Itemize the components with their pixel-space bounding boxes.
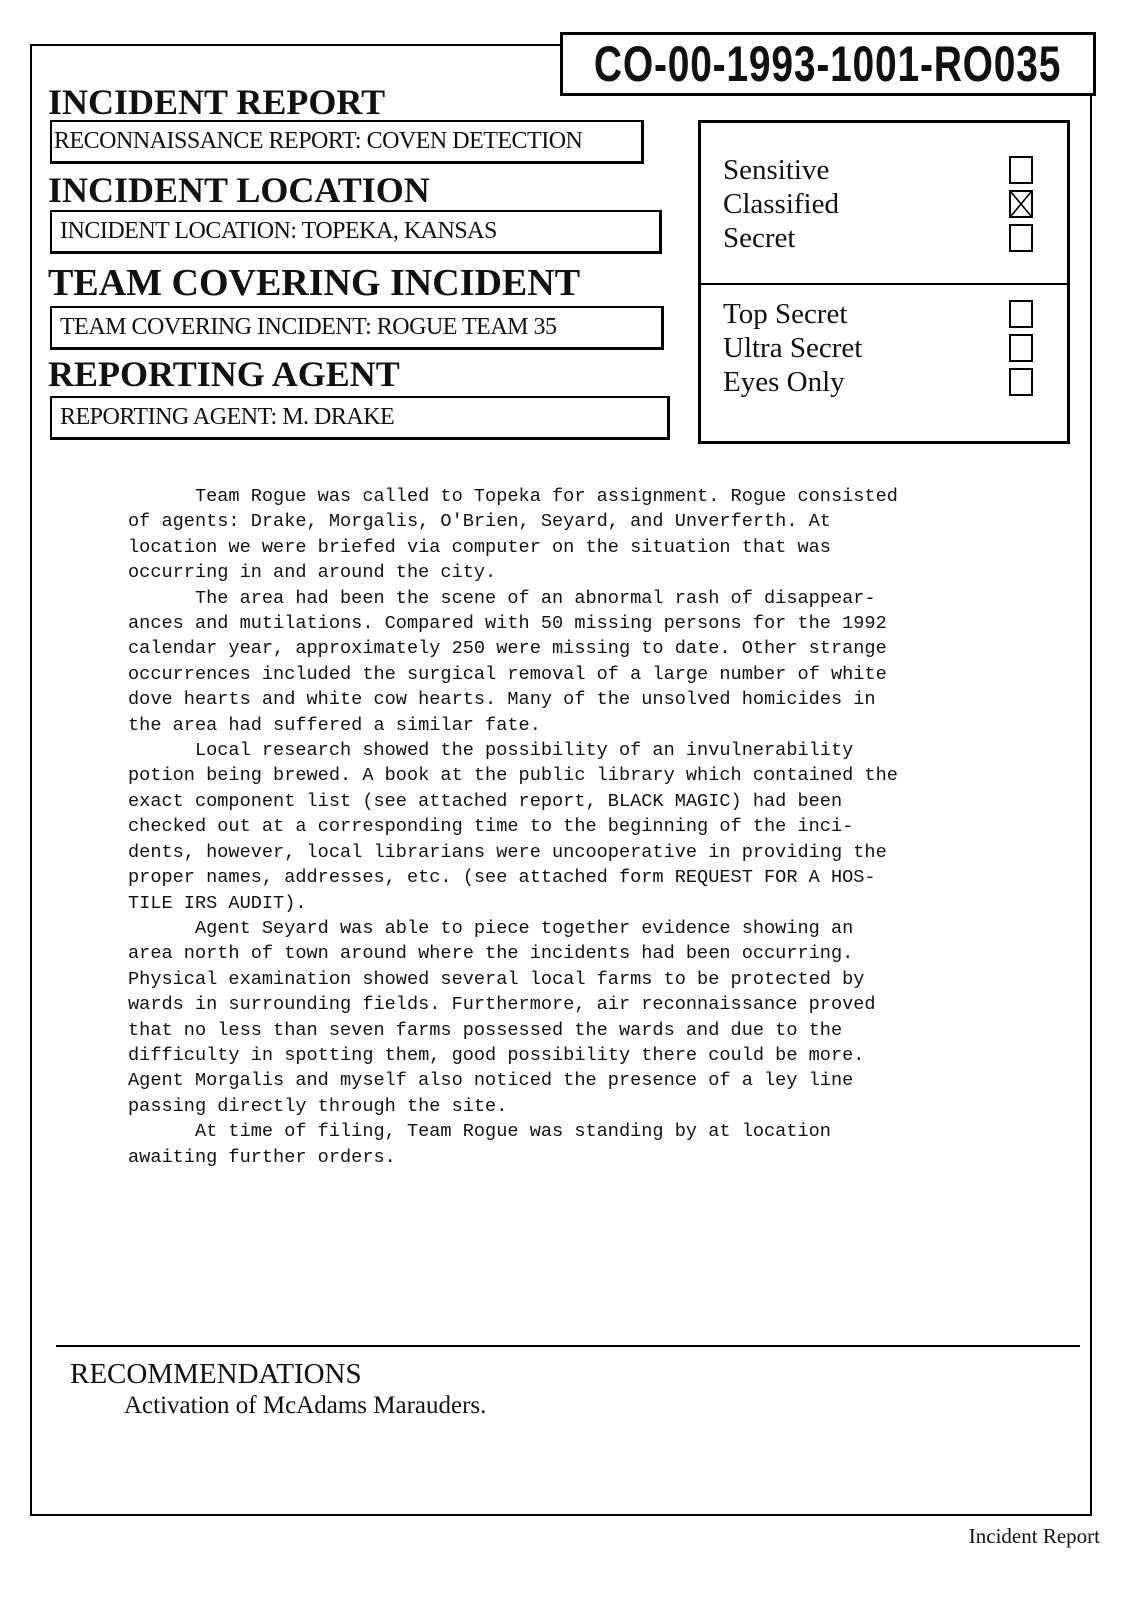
reporting-agent-field bbox=[50, 396, 670, 440]
classification-row-eyes-only bbox=[723, 365, 1033, 399]
body-line: the area had suffered a similar fate. bbox=[128, 714, 541, 736]
body-line: area north of town around where the incidents had been occurring. bbox=[128, 943, 854, 965]
incident-location-value: INCIDENT LOCATION: TOPEKA, KANSAS bbox=[60, 218, 497, 244]
body-line: Team Rogue was called to Topeka for assignment. Rogue consisted bbox=[128, 486, 898, 507]
classification-row-sensitive bbox=[723, 153, 1033, 187]
team-covering-value: TEAM COVERING INCIDENT: ROGUE TEAM 35 bbox=[60, 314, 557, 340]
body-line: of agents: Drake, Morgalis, O'Brien, Seyard, and Unverferth. At bbox=[128, 511, 831, 533]
body-line: location we were briefed via computer on the situation that was bbox=[128, 536, 831, 558]
classification-label: Sensitive bbox=[723, 153, 830, 186]
secret-checkbox[interactable] bbox=[1009, 224, 1033, 252]
classification-row-secret bbox=[723, 221, 1033, 255]
sensitive-checkbox[interactable] bbox=[1009, 156, 1033, 184]
body-line: ances and mutilations. Compared with 50 missing persons for the 1992 bbox=[128, 613, 887, 635]
recommendations-divider bbox=[56, 1345, 1080, 1347]
classification-label: Ultra Secret bbox=[723, 331, 863, 364]
eyes-only-checkbox[interactable] bbox=[1009, 368, 1033, 396]
body-line: At time of filing, Team Rogue was standing by at location bbox=[128, 1121, 831, 1143]
body-line: TILE IRS AUDIT). bbox=[128, 892, 307, 914]
body-line: occurring in and around the city. bbox=[128, 562, 497, 584]
recommendations-text: Activation of McAdams Marauders. bbox=[124, 1392, 487, 1419]
team-covering-field bbox=[50, 306, 664, 350]
body-line: occurrences included the surgical removal of a large number of white bbox=[128, 663, 887, 685]
body-line: proper names, addresses, etc. (see attached form REQUEST FOR A HOS- bbox=[128, 867, 876, 889]
body-line: Agent Morgalis and myself also noticed the presence of a ley line bbox=[128, 1070, 854, 1092]
reporting-agent-heading: REPORTING AGENT bbox=[48, 354, 400, 394]
classification-divider bbox=[701, 283, 1067, 285]
classification-label: Secret bbox=[723, 221, 796, 254]
body-line: dove hearts and white cow hearts. Many of the unsolved homicides in bbox=[128, 689, 876, 711]
body-line: awaiting further orders. bbox=[128, 1146, 396, 1168]
body-line: exact component list (see attached report, BLACK MAGIC) had been bbox=[128, 790, 843, 812]
body-line: Physical examination showed several local farms to be protected by bbox=[128, 968, 865, 990]
report-body bbox=[128, 484, 1028, 1170]
document-code: CO-00-1993-1001-RO035 bbox=[594, 36, 1062, 92]
ultra-secret-checkbox[interactable] bbox=[1009, 334, 1033, 362]
body-line: The area had been the scene of an abnormal rash of disappear- bbox=[128, 587, 876, 609]
body-line: passing directly through the site. bbox=[128, 1095, 508, 1117]
classification-label: Eyes Only bbox=[723, 365, 845, 398]
classification-label: Classified bbox=[723, 187, 839, 220]
body-line: Local research showed the possibility of an invulnerability bbox=[128, 740, 854, 762]
classification-label: Top Secret bbox=[723, 297, 848, 330]
document-code-box bbox=[560, 32, 1096, 96]
incident-location-field bbox=[50, 210, 662, 254]
incident-report-heading: INCIDENT REPORT bbox=[48, 82, 386, 122]
incident-location-heading: INCIDENT LOCATION bbox=[48, 170, 430, 210]
incident-report-field bbox=[50, 120, 644, 164]
body-line: checked out at a corresponding time to the beginning of the inci- bbox=[128, 816, 854, 838]
body-line: difficulty in spotting them, good possibility there could be more. bbox=[128, 1044, 865, 1066]
classification-row-ultra-secret bbox=[723, 331, 1033, 365]
recommendations-title: RECOMMENDATIONS bbox=[70, 1358, 362, 1390]
classified-checkbox[interactable] bbox=[1009, 190, 1033, 218]
classification-row-classified bbox=[723, 187, 1033, 221]
body-line: Agent Seyard was able to piece together evidence showing an bbox=[128, 917, 854, 939]
team-covering-heading: TEAM COVERING INCIDENT bbox=[48, 262, 581, 304]
body-line: calendar year, approximately 250 were missing to date. Other strange bbox=[128, 638, 887, 660]
top-secret-checkbox[interactable] bbox=[1009, 300, 1033, 328]
body-line: wards in surrounding fields. Furthermore, air reconnaissance proved bbox=[128, 994, 876, 1016]
body-line: potion being brewed. A book at the public library which contained the bbox=[128, 765, 898, 787]
body-line: that no less than seven farms possessed the wards and due to the bbox=[128, 1019, 843, 1041]
classification-box bbox=[698, 120, 1070, 444]
classification-row-top-secret bbox=[723, 297, 1033, 331]
footer-label: Incident Report bbox=[968, 1524, 1100, 1548]
body-line: dents, however, local librarians were uncooperative in providing the bbox=[128, 841, 887, 863]
reporting-agent-value: REPORTING AGENT: M. DRAKE bbox=[60, 404, 395, 430]
check-x-icon bbox=[1011, 192, 1031, 216]
incident-report-value: RECONNAISSANCE REPORT: COVEN DETECTION bbox=[54, 128, 583, 154]
